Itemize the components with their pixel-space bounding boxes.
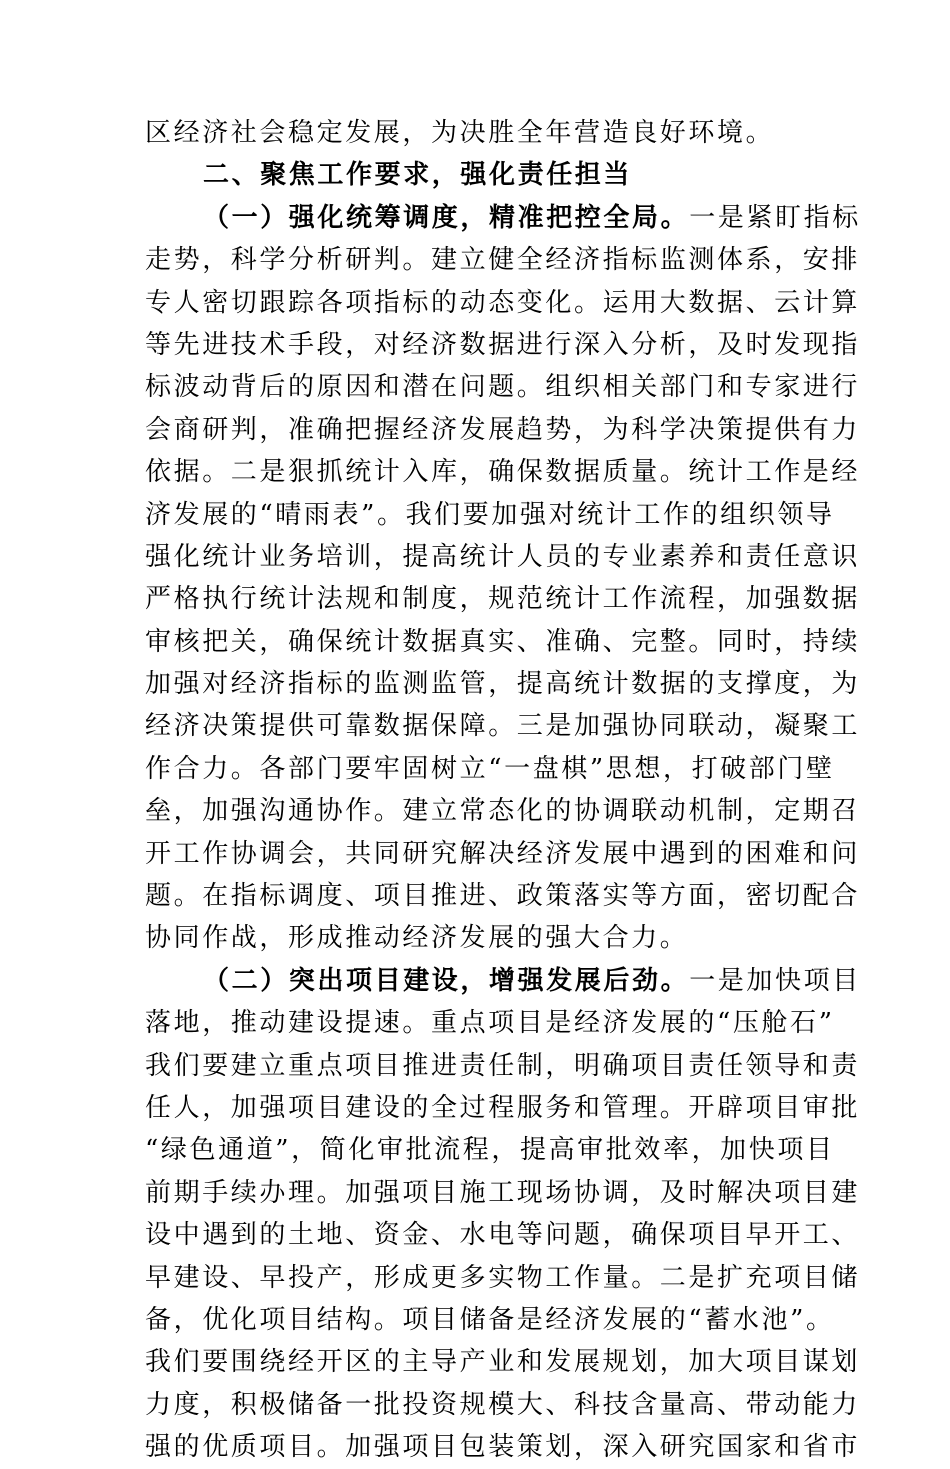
body-line: 走势，科学分析研判。建立健全经济指标监测体系，安排 [145,245,861,276]
body-line: 我们要围绕经开区的主导产业和发展规划，加大项目谋划 [145,1347,861,1378]
body-line: 区经济社会稳定发展，为决胜全年营造良好环境。 [145,118,775,148]
body-text: 一是加快项目 [689,965,861,996]
subsection-line [145,197,861,239]
subsection-heading: （二）突出项目建设，增强发展后劲。 [203,965,690,996]
body-line: 备，优化项目结构。项目储备是经济发展的“蓄水池”。 [145,1304,835,1335]
body-line: 题。在指标调度、项目推进、政策落实等方面，密切配合 [145,881,861,912]
body-line: 开工作协调会，共同研究解决经济发展中遇到的困难和问 [145,838,861,869]
body-line: 加强对经济指标的监测监管，提高统计数据的支撑度，为 [145,669,861,700]
subsection-line [145,960,861,1002]
body-line: 等先进技术手段，对经济数据进行深入分析，及时发现指 [145,329,861,360]
body-line: “绿色通道”，简化审批流程，提高审批效率，加快项目 [145,1135,835,1166]
body-line: 强的优质项目。加强项目包装策划，深入研究国家和省市 [145,1432,861,1463]
body-line: 经济决策提供可靠数据保障。三是加强协同联动，凝聚工 [145,711,861,742]
body-line: 前期手续办理。加强项目施工现场协调，及时解决项目建 [145,1177,861,1208]
subsection-heading: （一）强化统筹调度，精准把控全局。 [203,202,690,233]
body-line: 济发展的“晴雨表”。我们要加强对统计工作的组织领导 [145,499,835,530]
body-line: 严格执行统计法规和制度，规范统计工作流程，加强数据 [145,584,861,615]
body-line: 任人，加强项目建设的全过程服务和管理。开辟项目审批 [145,1092,861,1123]
body-line: 垒，加强沟通协作。建立常态化的协调联动机制，定期召 [145,796,861,827]
body-line: 专人密切跟踪各项指标的动态变化。运用大数据、云计算 [145,287,861,318]
body-line: 我们要建立重点项目推进责任制，明确项目责任领导和责 [145,1050,861,1081]
body-line: 力度，积极储备一批投资规模大、科技含量高、带动能力 [145,1389,861,1420]
document-body [145,112,861,1469]
body-line: 作合力。各部门要牢固树立“一盘棋”思想，打破部门壁 [145,753,835,784]
body-line: 审核把关，确保统计数据真实、准确、完整。同时，持续 [145,626,861,657]
body-line: 协同作战，形成推动经济发展的强大合力。 [145,923,689,954]
body-line: 依据。二是狠抓统计入库，确保数据质量。统计工作是经 [145,457,861,488]
body-text: 一是紧盯指标 [689,202,861,233]
body-line: 标波动背后的原因和潜在问题。组织相关部门和专家进行 [145,372,861,403]
body-line: 早建设、早投产，形成更多实物工作量。二是扩充项目储 [145,1262,861,1293]
body-line: 设中遇到的土地、资金、水电等问题，确保项目早开工、 [145,1220,861,1251]
section-heading: 二、聚焦工作要求，强化责任担当 [203,160,633,191]
body-line: 强化统计业务培训，提高统计人员的专业素养和责任意识 [145,541,861,572]
body-line: 落地，推动建设提速。重点项目是经济发展的“压舱石” [145,1008,835,1039]
body-line: 会商研判，准确把握经济发展趋势，为科学决策提供有力 [145,414,861,445]
